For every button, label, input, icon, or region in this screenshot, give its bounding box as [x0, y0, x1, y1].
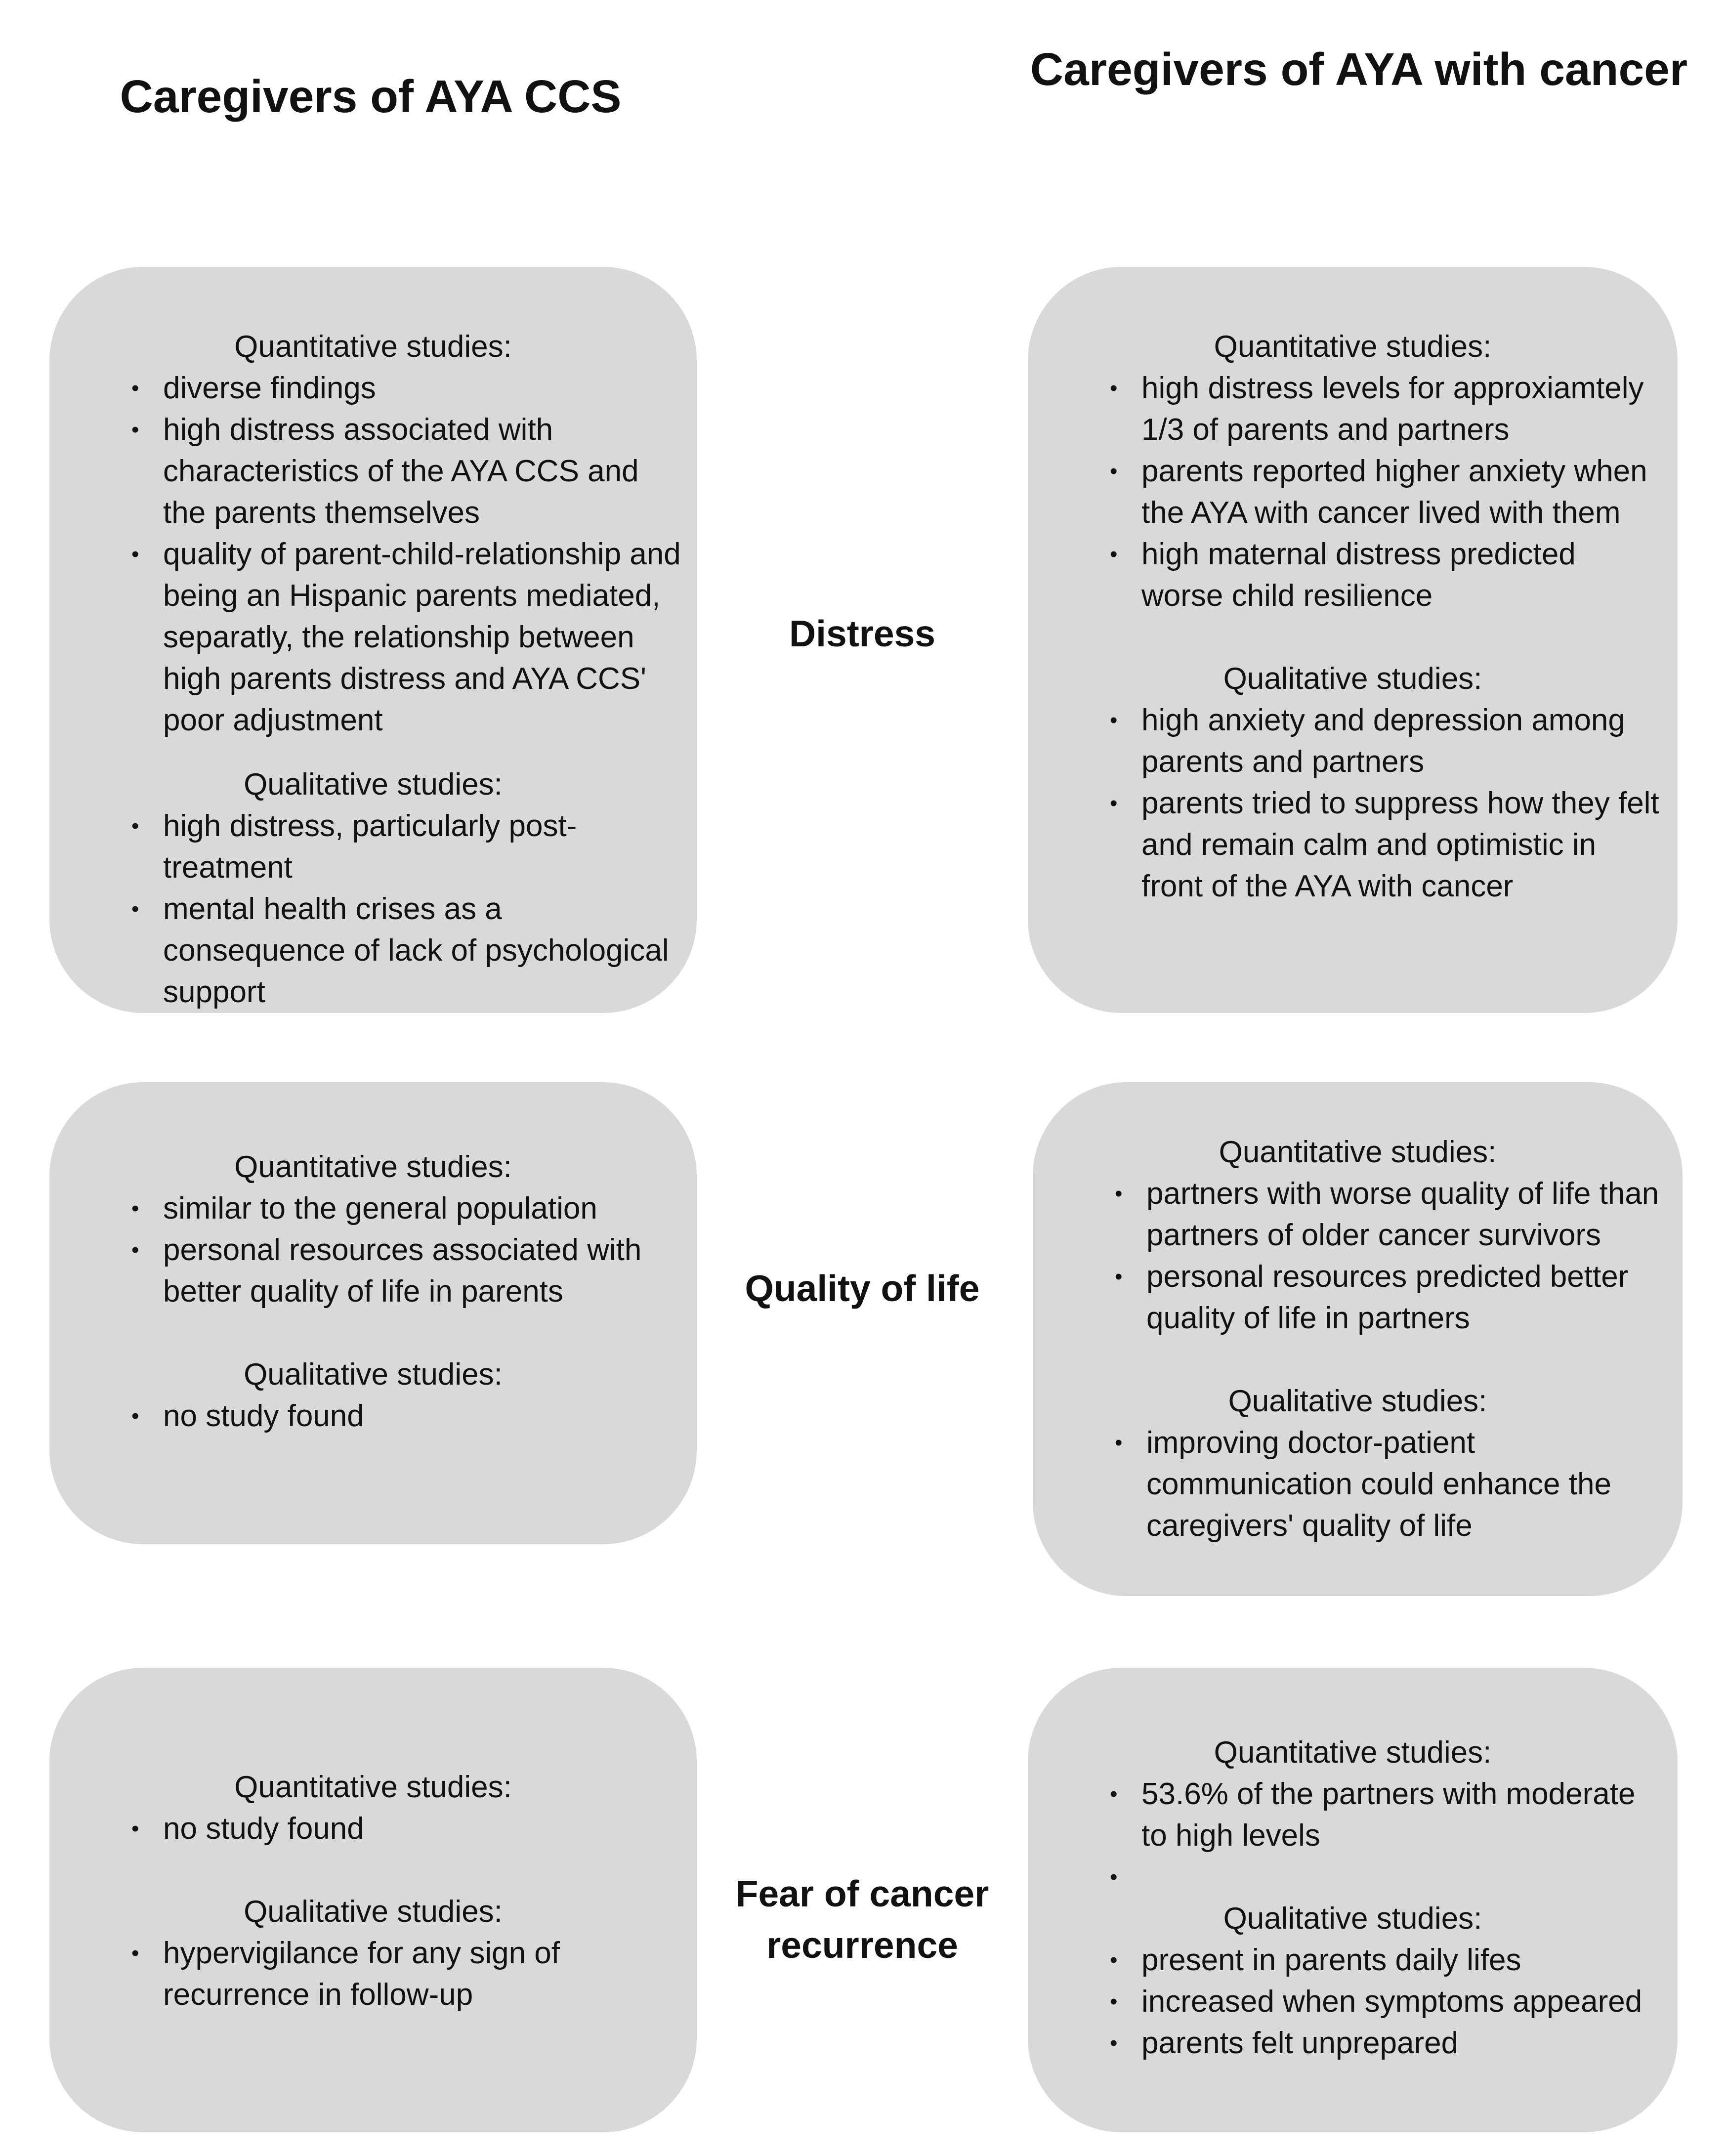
- list-item: • high maternal distress predicted worse child resilience: [1141, 534, 1663, 617]
- list-item: • diverse findings: [163, 368, 682, 409]
- quantitative-list: [54, 1188, 682, 1312]
- qualitative-heading: Qualitative studies:: [244, 1895, 503, 1929]
- quantitative-list: [54, 1808, 682, 1850]
- quantitative-heading: Quantitative studies:: [1219, 1135, 1497, 1169]
- quantitative-list: [1033, 368, 1663, 617]
- qualitative-list: [54, 1933, 682, 2016]
- qualitative-list: [1038, 1422, 1668, 1547]
- list-item: • improving doctor-patient communication could enhance the caregivers' quality of life: [1146, 1422, 1668, 1547]
- list-item: • present in parents daily lifes: [1141, 1940, 1663, 1981]
- list-item: • hypervigilance for any sign of recurrence in follow-up: [163, 1933, 682, 2016]
- list-item: • mental health crises as a consequence of lack of psychological support: [163, 888, 682, 1013]
- list-item-empty: [1141, 1857, 1663, 1898]
- list-item: • personal resources associated with better quality of life in parents: [163, 1229, 682, 1312]
- list-item: • high distress levels for approxiamtely 1/3 of parents and partners: [1141, 368, 1663, 451]
- list-item: • parents tried to suppress how they felt and remain calm and optimistic in front of the AYA with cancer: [1141, 783, 1663, 907]
- list-item: • high distress associated with characteristics of the AYA CCS and the parents themselves: [163, 409, 682, 534]
- qualitative-list: [1033, 700, 1663, 907]
- quality-of-life-aya-with-cancer-box: [1033, 1082, 1683, 1596]
- distress-aya-with-cancer-box: [1028, 267, 1678, 1013]
- quantitative-heading: Quantitative studies:: [234, 1770, 512, 1804]
- qualitative-heading: Qualitative studies:: [1228, 1384, 1487, 1418]
- quality-of-life-aya-ccs-box: [49, 1082, 697, 1544]
- qualitative-list: [1033, 1940, 1663, 2064]
- list-item: • similar to the general population: [163, 1188, 682, 1229]
- qualitative-heading: Qualitative studies:: [1223, 662, 1482, 696]
- qualitative-heading: Qualitative studies:: [244, 1357, 503, 1392]
- quantitative-heading: Quantitative studies:: [234, 1150, 512, 1184]
- quantitative-heading: Quantitative studies:: [1214, 330, 1492, 364]
- qualitative-heading: Qualitative studies:: [244, 767, 503, 802]
- list-item: • increased when symptoms appeared: [1141, 1981, 1663, 2023]
- column-header-aya-ccs: Caregivers of AYA CCS: [120, 71, 622, 122]
- quantitative-heading: Quantitative studies:: [1214, 1735, 1492, 1770]
- qualitative-list: [54, 805, 682, 1013]
- qualitative-list: [54, 1395, 682, 1437]
- list-item: • personal resources predicted better quality of life in partners: [1146, 1256, 1668, 1339]
- list-item: • parents reported higher anxiety when the AYA with cancer lived with them: [1141, 451, 1663, 534]
- quantitative-heading: Quantitative studies:: [234, 330, 512, 364]
- distress-aya-ccs-box: [49, 267, 697, 1013]
- row-label-quality-of-life: Quality of life: [745, 1268, 980, 1309]
- row-label-fear-of-recurrence: Fear of cancer recurrence: [735, 1873, 989, 1966]
- quantitative-list: [1038, 1173, 1668, 1339]
- qualitative-heading: Qualitative studies:: [1223, 1902, 1482, 1936]
- list-item: • high anxiety and depression among parents and partners: [1141, 700, 1663, 783]
- column-header-aya-with-cancer: Caregivers of AYA with cancer: [1030, 43, 1688, 95]
- list-item: • partners with worse quality of life than partners of older cancer survivors: [1146, 1173, 1668, 1256]
- list-item: • high distress, particularly post-treatment: [163, 805, 682, 888]
- list-item: • no study found: [163, 1808, 682, 1850]
- fear-of-recurrence-aya-ccs-box: [49, 1668, 697, 2132]
- list-item: • quality of parent-child-relationship and being an Hispanic parents mediated, separatly, the relationship between high parents distress and AYA CCS' poor adjustment: [163, 534, 682, 741]
- list-item: • parents felt unprepared: [1141, 2023, 1663, 2064]
- row-label-distress: Distress: [789, 613, 935, 654]
- quantitative-list: [54, 368, 682, 741]
- fear-of-recurrence-aya-with-cancer-box: [1028, 1668, 1678, 2132]
- list-item: • no study found: [163, 1395, 682, 1437]
- quantitative-list: [1033, 1774, 1663, 1898]
- list-item: • 53.6% of the partners with moderate to high levels: [1141, 1774, 1663, 1857]
